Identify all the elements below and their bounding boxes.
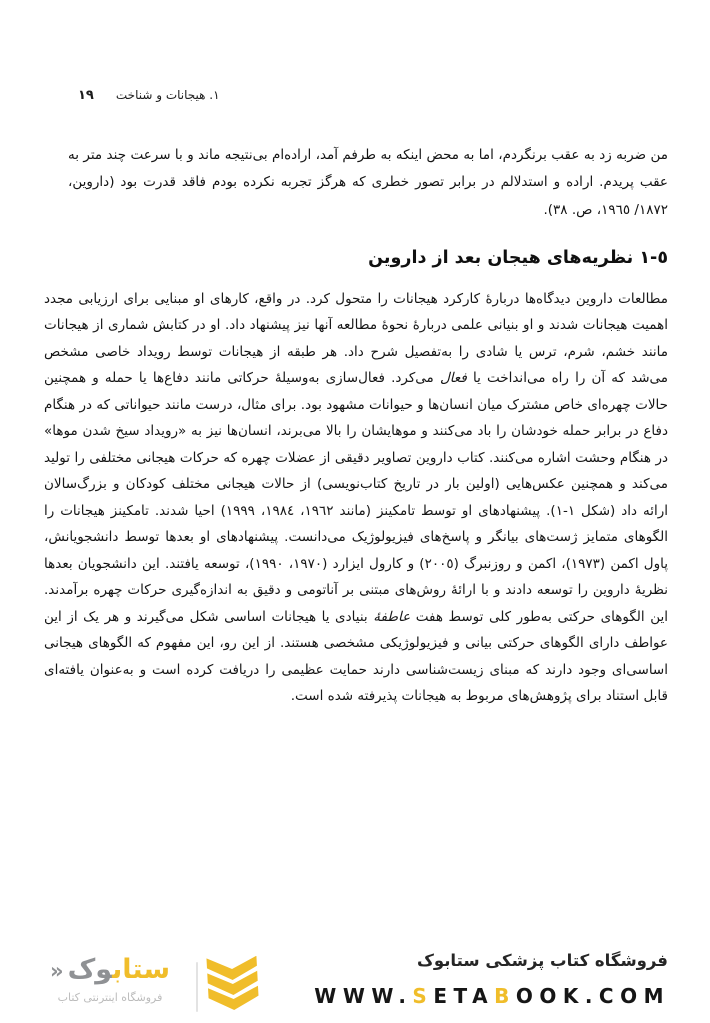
chevron-emblem-icon [206,956,260,1018]
body-paragraph: مطالعات داروین دیدگاه‌ها دربارهٔ کارکرد هیجانات را متحول کرد. در واقع، کارهای او مبنایی برای ارزیابی مجدد اهمیت هیجانات شدند و او بنیانی علمی دربارهٔ نحوهٔ مطالعه آنها نیز پیشنهاد داد. او در کتابش شماری از هیجانات مانند خشم، شرم، ترس یا شادی را به‌تفصیل شرح داد. هر طبقه از هیجانات توسط رویداد خاصی مشخص می‌شد که آن را راه می‌انداخت یا فعال می‌کرد. فعال‌سازی به‌وسیلهٔ حرکاتی مانند دفاع‌ها یا حمله و همچنین حالات چهره‌ای خاص مشترک میان انسان‌ها و حیوانات مشهود بود. برای مثال، درست مانند حیواناتی که در هنگام دفاع در برابر حمله خودشان را باد می‌کنند و موهایشان را بالا می‌برند، انسان‌ها نیز به «رویداد سیخ شدن موها» در هنگام وحشت اشاره می‌کنند. کتاب داروین تصاویر دقیقی از عضلات چهره که حرکات هیجانی مختلفی را تولید می‌کند و همچنین عکس‌هایی (اولین بار در تاریخ کتاب‌نویسی) از حالات هیجانی مختلف کودکان و بزرگ‌سالان ارائه داد (شکل ١-١). پیشنهادهای او توسط تامکینز (مانند ١٩٦٢، ١٩٨٤، ١٩٩٩) احیا شدند. تامکینز هیجانات را الگوهای متمایز ژست‌های بیانگر و پاسخ‌های فیزیولوژیک می‌دانست. پیشنهادهای او بعدها توسط دانشجویانش، پاول اکمن (١٩٧٣)، اکمن و روزنبرگ (٢٠٠٥) و کارول ایزارد (١٩٧٠، ١٩٩٠)، توسعه یافتند. این دانشجویان بعدها نظریهٔ داروین را توسعه دادند و با ارائهٔ روش‌های مبتنی بر آناتومی و دقیق به اندازه‌گیری حرکات چهره برآمدند. این الگوهای حرکتی به‌طور کلی توسط هفت عاطفهٔ بنیادی یا هیجانات اساسی شکل می‌گیرند و هر یک از این عواطف دارای الگوهای حرکتی بیانی و فیزیولوژیکی مشخصی هستند. از این رو، این مفهوم که الگوهای هیجانی اساسی‌ای وجود دارند که مبنای زیست‌شناسی دارند حمایت عظیمی را دریافت کرده است و به‌عنوان یافته‌ای قابل استناد برای پژوهش‌های مربوط به هیجانات پذیرفته شده است. [44,290,669,704]
logo-text [36,954,184,1004]
logo-tagline: فروشگاه اینترنتی کتاب [57,991,163,1004]
logo-wordmark [36,954,184,987]
guillemet-icon: « [49,959,64,983]
store-title: فروشگاه کتاب پزشکی ستابوک [417,951,668,970]
setabook-logo [36,952,262,1022]
website-url: WWW.SETABOOK.COM [314,984,670,1008]
wordmark-letters: ستابوک [67,954,170,985]
page-number: ١٩ [78,88,94,103]
quote-paragraph: من ضربه زد به عقب برنگردم، اما به محض اینکه به طرفم آمد، اراده‌ام بی‌نتیجه ماند و با سرعت چند متر به عقب پریدم. اراده و استدلالم در برابر تصور خطری که هرگز تجربه نکرده بودم فاقد قدرت بود (داروین، ١٨٧٢/ ١٩٦٥، ص. ٣٨). [68,146,668,218]
chapter-label: ١. هیجانات و شناخت [115,88,220,102]
section-heading: ٥-١ نظریه‌های هیجان بعد از داروین [368,247,668,268]
logo-divider [196,962,198,1012]
page-header [78,88,220,103]
